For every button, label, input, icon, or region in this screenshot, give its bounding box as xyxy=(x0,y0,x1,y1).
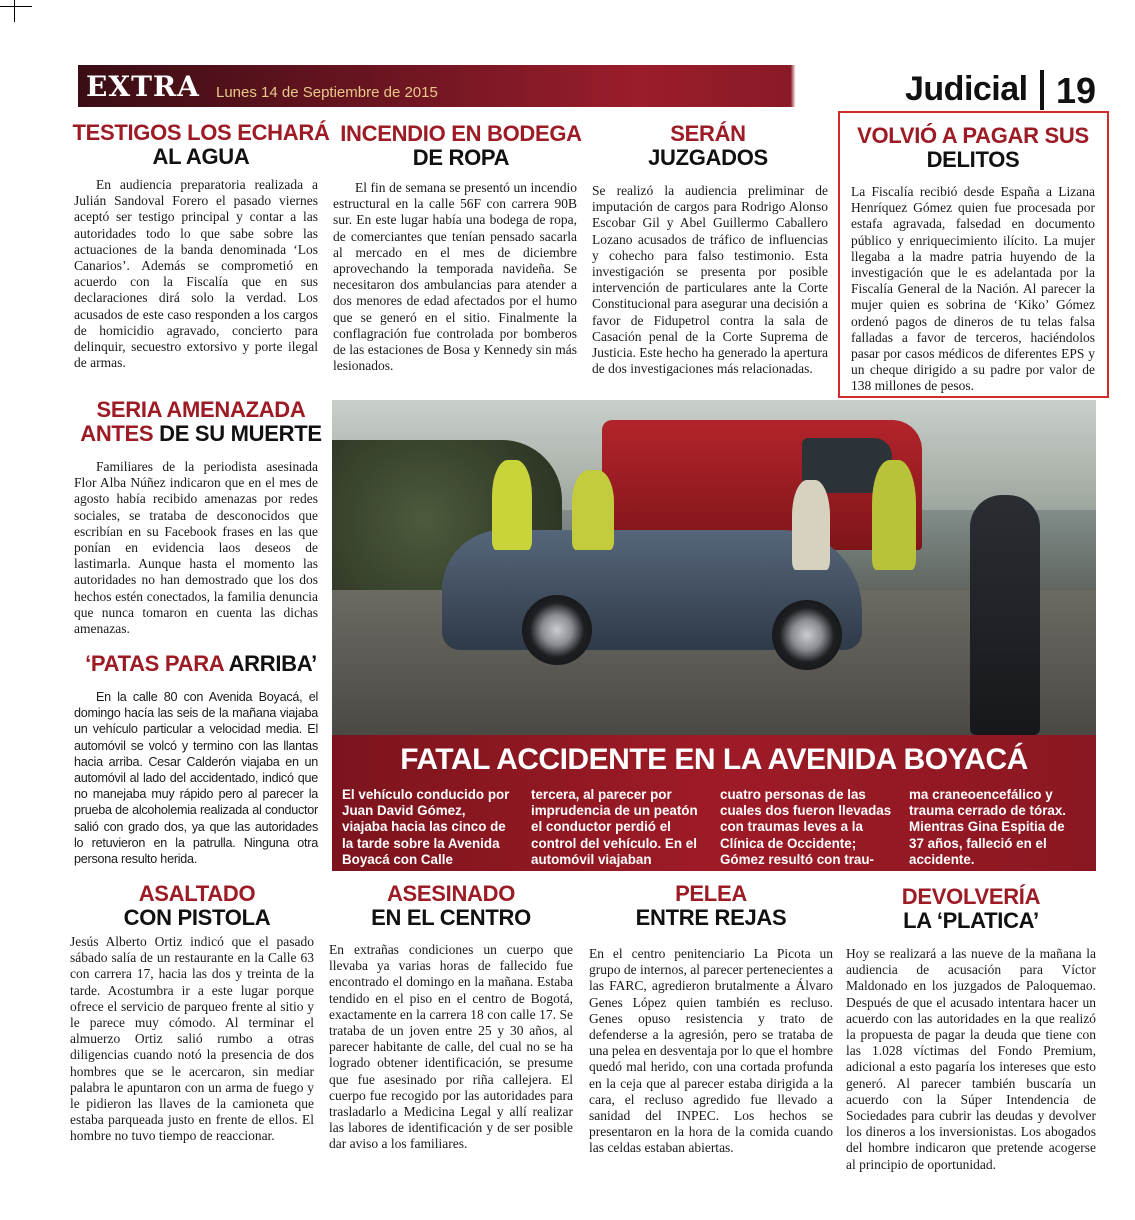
article-volvio-text: La Fiscalía recibió desde España a Lizana Henríquez Gómez quien fue procesada por estafa agravada, falsedad en documento público y enriquecimiento ilícito. La mujer llegaba a la madre patria huyendo de la investigación que le es adelantada por la Fiscalía General de la Nación. Al parecer la mujer quien es sobrina de ‘Kiko’ Gómez ordenó pagos de dineros de tu telas falsa falladas a favor de terceros, haciéndolos pasar por casos médicos de diferentes EPS y un cheque dirigido a su padre por valor de 138 millones de pesos. xyxy=(851,184,1095,394)
headline-incendio xyxy=(330,122,592,170)
headline-pelea-line2: ENTRE REJAS xyxy=(635,905,787,930)
article-devolveria-body xyxy=(846,946,1096,1173)
headline-testigos-line1: TESTIGOS LOS ECHARÁ xyxy=(72,120,330,145)
headline-devolveria-line1: DEVOLVERÍA xyxy=(901,884,1041,909)
article-testigos-body xyxy=(74,177,318,371)
article-seran-text: Se realizó la audiencia preliminar de imputación de cargos para Rodrigo Alonso Escobar Gil y Abel Guillermo Caballero Lozano acusados de tráfico de influencias y cohecho para falso testimonio. Esta investigación se presenta por posible intervención de particulares ante la Corte Constitucional para asegurar una decisión a favor de Fidupetrol contra la sala de Casación penal de la Corte Suprema de Justicia. Este hecho ha generado la apertura de dos investigaciones más relacionadas. xyxy=(592,183,828,377)
section-title: Judicial xyxy=(905,70,1028,108)
headline-asaltado-line1: ASALTADO xyxy=(138,881,256,906)
article-pelea-text: En el centro penitenciario La Picota un grupo de internos, al parecer pertenecientes a las FARC, agredieron brutalmente a Álvaro Genes López quien también es recluso. Genes opuso resistencia y trato de defenderse a la agresión, pero se trataba de una pelea en desventaja por lo que el hombre quedó mal herido, con una cortada profunda en la ceja que al parecer estaba dirigida a la cara, el recluso agredido fue llevado a sanidad del INPEC. Los hechos se presentaron en la hora de la comida cuando las celdas estaban abiertas. xyxy=(589,946,834,1156)
article-volvio-body xyxy=(851,184,1095,395)
photo-car-wheel-front xyxy=(522,595,592,665)
article-incendio-body xyxy=(333,180,577,374)
headline-asaltado xyxy=(66,882,328,930)
headline-asesinado xyxy=(320,882,582,930)
headline-asaltado-line2: CON PISTOLA xyxy=(123,905,271,930)
headline-seria-line2-black: DE SU MUERTE xyxy=(153,421,322,446)
headline-seran-line1: SERÁN xyxy=(670,121,746,146)
fatal-accident-col3: cuatro personas de las cuales dos fueron llevadas con traumas leves a la Clínica de Occidente; Gómez resultó con trau- xyxy=(720,787,892,867)
article-testigos-text: En audiencia preparatoria realizada a Julián Sandoval Forero el pasado viernes aceptó ser testigo principal y contar a las autoridades todo lo que sabe sobre las actuaciones de la banda denominada ‘Los Canarios’. Además se comprometió en acuerdo con la Fiscalía que en sus declaraciones dirá solo la verdad. Los acusados de este caso responden a los cargos de homicidio agravado, concierto para delinquir, secuestro extorsivo y porte ilegal de armas. xyxy=(74,177,318,371)
headline-patas-red: ‘PATAS PARA xyxy=(85,651,229,676)
article-incendio-text: El fin de semana se presentó un incendio estructural en la calle 56F con carrera 90B sur. En este lugar había una bodega de ropa, de comerciantes que tenían pensado sacarla al mercado en el mes de diciembre aprovechando la temporada navideña. Se necesitaron dos ambulancias para atender a dos menores de edad afectados por el humo que se generó en el sitio. Finalmente la conflagración fue controlada por bomberos de las estaciones de Bosa y Kennedy sin más lesionados. xyxy=(333,180,577,374)
headline-seria-line2-red: ANTES xyxy=(80,421,154,446)
fatal-accident-col4: ma craneoencefálico y trauma cerrado de tórax. Mientras Gina Espitia de 37 años, falleció en el accidente. xyxy=(909,787,1067,867)
fatal-accident-panel xyxy=(332,735,1096,871)
headline-incendio-line1: INCENDIO EN BODEGA xyxy=(340,121,582,146)
photo-car-wheel-rear xyxy=(772,600,842,670)
headline-testigos-line2: AL AGUA xyxy=(152,144,250,169)
fatal-accident-col2: tercera, al parecer por imprudencia de un peatón el conductor perdió el control del vehículo. En el automóvil viajaban xyxy=(531,787,698,867)
crop-mark-vertical xyxy=(14,0,15,22)
headline-patas xyxy=(70,652,332,676)
headline-volvio xyxy=(842,124,1104,172)
photo-rescuer-4 xyxy=(872,460,916,570)
page-number: 19 xyxy=(1046,70,1096,110)
article-asesinado-text: En extrañas condiciones un cuerpo que llevaba ya varias horas de fallecido fue encontrado el domingo en la mañana. Estaba tendido en el piso en el centro de Bogotá, exactamente en la carrera 18 con calle 17. Se trataba de un joven entre 25 y 30 años, al parecer habitante de calle, del cual no se ha logrado obtener identificación, se presume que fue asesinado por riña callejera. El cuerpo fue recogido por las autoridades para trasladarlo a Medicina Legal y allí realizar las labores de identificación y de ser posible dar aviso a los familiares. xyxy=(329,942,573,1152)
headline-asesinado-line2: EN EL CENTRO xyxy=(371,905,531,930)
article-seran-body xyxy=(592,183,828,377)
headline-devolveria-line2: LA ‘PLATICA’ xyxy=(903,908,1039,933)
headline-seran-line2: JUZGADOS xyxy=(648,145,768,170)
accident-photo xyxy=(332,400,1096,735)
headline-volvio-line2: DELITOS xyxy=(926,147,1020,172)
article-asaltado-text: Jesús Alberto Ortiz indicó que el pasado sábado salía de un restaurante en la Calle 63 con carrera 17, hacia las dos y treinta de la tarde. Acostumbra ir a este lugar porque ofrece el servicio de parqueo frente al sitio y le parece muy cómodo. Al terminar el almuerzo Ortiz salió rumbo a otras diligencias cuando notó la presencia de dos hombres que se le acercaron, sin mediar palabra le apuntaron con un arma de fuego y le pidieron las llaves de la camioneta que estaba parqueada justo en frente de ellos. El hombre no tuvo tiempo de reaccionar. xyxy=(70,934,314,1144)
page-number-divider xyxy=(1040,70,1044,110)
photo-firefighter-2 xyxy=(572,470,614,550)
article-seria-text: Familiares de la periodista asesinada Flor Alba Núñez indicaron que en el mes de agosto había recibido amenazas por redes sociales, se trataba de desconocidos que escribían en su Facebook frases en las que ponían en evidencia laos deseos de lastimarla. Aunque hasta el momento las autoridades no han demostrado que los dos hechos estén conectados, la familia denuncia que nunca tomaron en cuenta las dichas amenazas. xyxy=(74,459,318,637)
headline-patas-line xyxy=(70,652,332,676)
headline-incendio-line2: DE ROPA xyxy=(412,145,510,170)
photo-police-officer xyxy=(970,495,1040,735)
photo-rescuer-3 xyxy=(792,480,830,570)
article-asaltado-body xyxy=(70,934,314,1145)
headline-seria xyxy=(70,398,332,446)
headline-seria-line2 xyxy=(70,422,332,446)
article-seria-body xyxy=(74,459,318,637)
brand-logo: EXTRA xyxy=(86,70,200,103)
fatal-accident-title: FATAL ACCIDENTE EN LA AVENIDA BOYACÁ xyxy=(400,743,1028,776)
headline-seran xyxy=(582,122,834,170)
dateline: Lunes 14 de Septiembre de 2015 xyxy=(216,84,438,101)
headline-asesinado-line1: ASESINADO xyxy=(386,881,516,906)
article-asesinado-body xyxy=(329,942,573,1153)
headline-seria-line1: SERIA AMENAZADA xyxy=(96,397,306,422)
photo-firefighter-1 xyxy=(492,460,532,550)
headline-volvio-line1: VOLVIÓ A PAGAR SUS xyxy=(857,123,1089,148)
article-patas-text: En la calle 80 con Avenida Boyacá, el domingo hacía las seis de la mañana viajaba un vehículo particular a velocidad media. El automóvil se volcó y termino con las llantas hacia arriba. Cesar Calderón viajaba en un automóvil al lado del accidentado, indicó que no manejaba muy rápido pero al parecer la prueba de alcoholemia realizada al conductor salió con grado dos, ya que las autoridades lo retuvieron en la patrulla. Ninguna otra persona resulto herida. xyxy=(74,690,318,867)
fatal-accident-col1: El vehículo conducido por Juan David Gómez, viajaba hacia las cinco de la tarde sobre la Avenida Boyacá con Calle xyxy=(342,787,510,867)
crop-mark-horizontal xyxy=(0,6,32,7)
headline-devolveria xyxy=(840,885,1102,933)
headline-pelea xyxy=(580,882,842,930)
headline-testigos xyxy=(70,121,332,169)
headline-pelea-line1: PELEA xyxy=(675,881,747,906)
article-devolveria-text: Hoy se realizará a las nueve de la mañana la audiencia de acusación para Víctor Maldonado en los juzgados de Paloquemao. Después de que el acusado intentara hacer un acuerdo con las autoridades en la que realizó la propuesta de pagar la deuda que tiene con las 1.028 víctimas del Fondo Premium, adicional a esto pagaría los intereses que esto generó. Al parecer también buscaría un acuerdo con la Súper Intendencia de Sociedades para cubrir las deudas y devolver los dineros a los inversionistas. Los abogados del hombre indicaron que pretende acogerse al principio de oportunidad. xyxy=(846,946,1096,1172)
article-pelea-body xyxy=(589,946,833,1157)
article-patas-body xyxy=(74,689,318,867)
headline-patas-black: ARRIBA’ xyxy=(228,651,317,676)
